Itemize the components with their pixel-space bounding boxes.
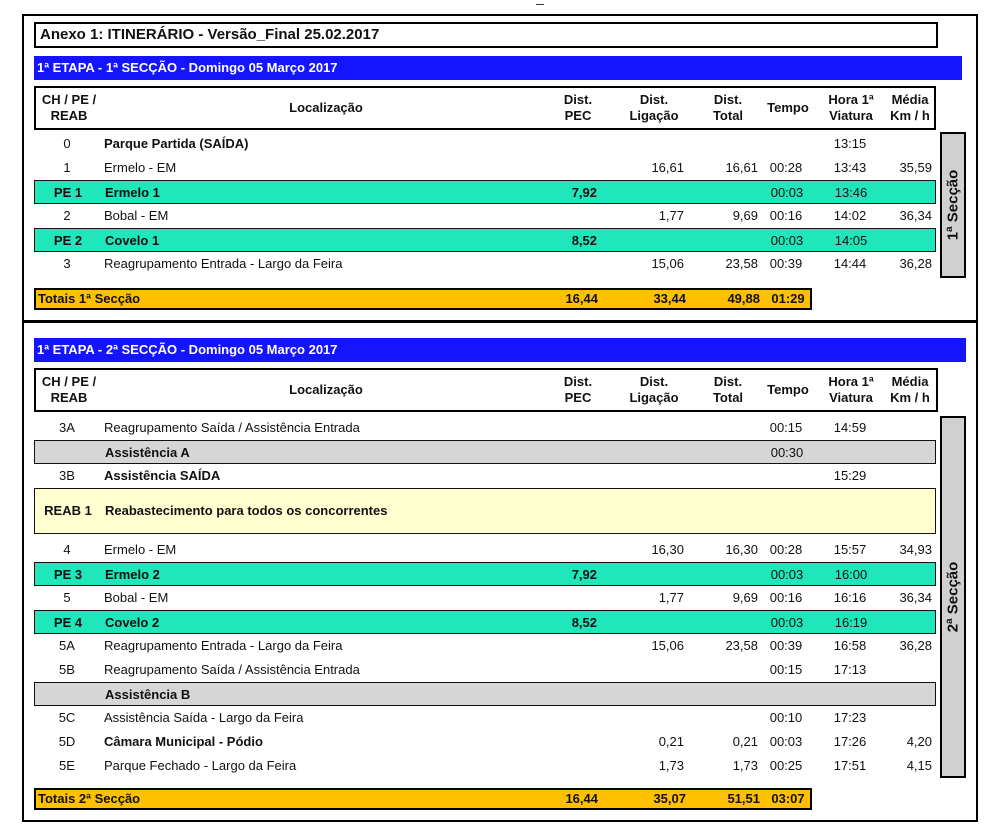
totals-pec: 16,44 <box>565 291 598 306</box>
cell-media: 36,34 <box>899 590 932 605</box>
cell-loc: Câmara Municipal - Pódio <box>104 734 263 749</box>
cell-id: 3B <box>59 468 75 483</box>
cell-tot: 23,58 <box>725 638 758 653</box>
cell-tempo: 00:30 <box>770 445 804 460</box>
cell-tot: 23,58 <box>725 256 758 271</box>
table-row <box>34 586 936 610</box>
cell-lig: 15,06 <box>651 256 684 271</box>
table-row <box>34 252 936 276</box>
cell-lig: 0,21 <box>658 734 684 749</box>
col-hora-header: Hora 1ª Viatura <box>828 374 874 405</box>
cell-id: 5E <box>59 758 75 773</box>
cell-tempo: 00:39 <box>769 638 803 653</box>
section1-side-label: 1ª Secção <box>940 132 966 278</box>
cell-loc: Assistência Saída - Largo da Feira <box>104 710 304 725</box>
cell-hora: 17:51 <box>833 758 867 773</box>
cell-hora: 14:59 <box>833 420 867 435</box>
table-row <box>34 180 936 204</box>
section2-totals-row <box>34 788 812 810</box>
table-row <box>34 682 936 706</box>
cell-media: 4,15 <box>906 758 932 773</box>
page-top-mark <box>536 0 544 5</box>
cell-tempo: 00:25 <box>769 758 803 773</box>
col-lig-header: Dist. Ligação <box>629 374 679 405</box>
table-row <box>34 156 936 180</box>
cell-hora: 14:44 <box>833 256 867 271</box>
cell-loc: Ermelo 2 <box>105 567 160 582</box>
totals-lig: 35,07 <box>653 791 686 806</box>
table-row <box>34 538 936 562</box>
cell-media: 36,34 <box>899 208 932 223</box>
cell-loc: Bobal - EM <box>104 590 169 605</box>
cell-loc: Reagrupamento Entrada - Largo da Feira <box>104 638 343 653</box>
col-tempo-header: Tempo <box>767 100 809 115</box>
col-pec-header: Dist. PEC <box>563 92 593 123</box>
cell-hora: 14:02 <box>833 208 867 223</box>
col-pec-header: Dist. PEC <box>563 374 593 405</box>
table-row <box>34 634 936 658</box>
cell-tempo: 00:16 <box>769 208 803 223</box>
cell-loc: Ermelo - EM <box>104 542 177 557</box>
cell-tot: 1,73 <box>732 758 758 773</box>
cell-loc: Reagrupamento Saída / Assistência Entrada <box>104 662 360 677</box>
cell-hora: 13:15 <box>833 136 867 151</box>
cell-pec: 8,52 <box>571 233 597 248</box>
cell-hora: 17:13 <box>833 662 867 677</box>
cell-pec: 7,92 <box>571 185 597 200</box>
table-row <box>34 440 936 464</box>
table-row <box>34 488 936 534</box>
cell-media: 36,28 <box>899 638 932 653</box>
col-lig-header: Dist. Ligação <box>629 92 679 123</box>
cell-id: 5A <box>59 638 75 653</box>
cell-media: 36,28 <box>899 256 932 271</box>
cell-hora: 16:19 <box>834 615 868 630</box>
cell-hora: 16:00 <box>834 567 868 582</box>
cell-pec: 8,52 <box>571 615 597 630</box>
col-media-header: Média Km / h <box>890 374 930 405</box>
section-divider <box>22 320 978 323</box>
cell-hora: 16:16 <box>833 590 867 605</box>
cell-id: 3A <box>59 420 75 435</box>
cell-loc: Reagrupamento Entrada - Largo da Feira <box>104 256 343 271</box>
cell-id: 4 <box>63 542 71 557</box>
cell-id: 5B <box>59 662 75 677</box>
cell-tot: 9,69 <box>732 590 758 605</box>
cell-lig: 16,61 <box>651 160 684 175</box>
cell-hora: 13:43 <box>833 160 867 175</box>
section1-header <box>34 86 936 130</box>
totals-tot: 51,51 <box>727 791 760 806</box>
table-row <box>34 658 936 682</box>
cell-hora: 15:29 <box>833 468 867 483</box>
cell-hora: 16:58 <box>833 638 867 653</box>
table-row <box>34 706 936 730</box>
cell-hora: 15:57 <box>833 542 867 557</box>
cell-tempo: 00:15 <box>769 662 803 677</box>
cell-id: 0 <box>63 136 71 151</box>
cell-tot: 0,21 <box>732 734 758 749</box>
cell-id: 5D <box>58 734 76 749</box>
cell-tempo: 00:03 <box>770 233 804 248</box>
cell-lig: 1,77 <box>658 590 684 605</box>
cell-tot: 9,69 <box>732 208 758 223</box>
cell-tot: 16,30 <box>725 542 758 557</box>
cell-loc: Covelo 2 <box>105 615 160 630</box>
cell-id: 5C <box>58 710 76 725</box>
col-loc-header: Localização <box>289 100 363 115</box>
cell-pec: 7,92 <box>571 567 597 582</box>
table-row <box>34 730 936 754</box>
cell-media: 4,20 <box>906 734 932 749</box>
cell-lig: 1,77 <box>658 208 684 223</box>
cell-loc: Assistência SAÍDA <box>104 468 221 483</box>
totals-lig: 33,44 <box>653 291 686 306</box>
cell-lig: 16,30 <box>651 542 684 557</box>
table-row <box>34 204 936 228</box>
totals-label: Totais 1ª Secção <box>38 291 141 306</box>
cell-loc: Assistência A <box>105 445 190 460</box>
cell-tempo: 00:28 <box>769 160 803 175</box>
totals-tempo: 03:07 <box>771 791 805 806</box>
col-hora-header: Hora 1ª Viatura <box>828 92 874 123</box>
totals-pec: 16,44 <box>565 791 598 806</box>
cell-tot: 16,61 <box>725 160 758 175</box>
cell-id: PE 3 <box>53 567 83 582</box>
cell-id: 5 <box>63 590 71 605</box>
section2-band: 1ª ETAPA - 2ª SECÇÃO - Domingo 05 Março 2017 <box>34 338 966 362</box>
section1-totals-row <box>34 288 812 310</box>
cell-lig: 15,06 <box>651 638 684 653</box>
table-row <box>34 610 936 634</box>
cell-id: PE 1 <box>53 185 83 200</box>
section2-side-label: 2ª Secção <box>940 416 966 778</box>
cell-id: PE 4 <box>53 615 83 630</box>
cell-tempo: 00:15 <box>769 420 803 435</box>
table-row <box>34 562 936 586</box>
cell-hora: 17:26 <box>833 734 867 749</box>
cell-loc: Parque Fechado - Largo da Feira <box>104 758 297 773</box>
col-id-header: CH / PE / REAB <box>41 92 97 123</box>
cell-tempo: 00:28 <box>769 542 803 557</box>
cell-loc: Reagrupamento Saída / Assistência Entrada <box>104 420 360 435</box>
cell-lig: 1,73 <box>658 758 684 773</box>
totals-label: Totais 2ª Secção <box>38 791 141 806</box>
cell-loc: Ermelo 1 <box>105 185 160 200</box>
cell-hora: 14:05 <box>834 233 868 248</box>
table-row <box>34 464 936 488</box>
col-tempo-header: Tempo <box>767 382 809 397</box>
table-row <box>34 228 936 252</box>
col-loc-header: Localização <box>289 382 363 397</box>
section2-header <box>34 368 938 412</box>
cell-media: 35,59 <box>899 160 932 175</box>
cell-loc: Parque Partida (SAÍDA) <box>104 136 249 151</box>
cell-loc: Bobal - EM <box>104 208 169 223</box>
col-tot-header: Dist. Total <box>712 92 744 123</box>
cell-tempo: 00:39 <box>769 256 803 271</box>
cell-id: 2 <box>63 208 71 223</box>
cell-tempo: 00:03 <box>769 734 803 749</box>
section1-band: 1ª ETAPA - 1ª SECÇÃO - Domingo 05 Março 2017 <box>34 56 962 80</box>
totals-tot: 49,88 <box>727 291 760 306</box>
table-row <box>34 416 936 440</box>
document-title: Anexo 1: ITINERÁRIO - Versão_Final 25.02.2017 <box>34 22 938 48</box>
totals-tempo: 01:29 <box>771 291 805 306</box>
cell-loc: Covelo 1 <box>105 233 160 248</box>
cell-id: 3 <box>63 256 71 271</box>
cell-id: 1 <box>63 160 71 175</box>
cell-loc: Assistência B <box>105 687 191 702</box>
cell-tempo: 00:03 <box>770 185 804 200</box>
cell-id: PE 2 <box>53 233 83 248</box>
cell-tempo: 00:03 <box>770 567 804 582</box>
cell-loc: Ermelo - EM <box>104 160 177 175</box>
cell-media: 34,93 <box>899 542 932 557</box>
cell-tempo: 00:10 <box>769 710 803 725</box>
table-row <box>34 132 936 156</box>
cell-id: REAB 1 <box>44 503 92 518</box>
col-media-header: Média Km / h <box>890 92 930 123</box>
cell-tempo: 00:16 <box>769 590 803 605</box>
table-row <box>34 754 936 778</box>
cell-tempo: 00:03 <box>770 615 804 630</box>
cell-loc: Reabastecimento para todos os concorrentes <box>105 503 388 518</box>
col-id-header: CH / PE / REAB <box>41 374 97 405</box>
cell-hora: 13:46 <box>834 185 868 200</box>
col-tot-header: Dist. Total <box>712 374 744 405</box>
cell-hora: 17:23 <box>833 710 867 725</box>
